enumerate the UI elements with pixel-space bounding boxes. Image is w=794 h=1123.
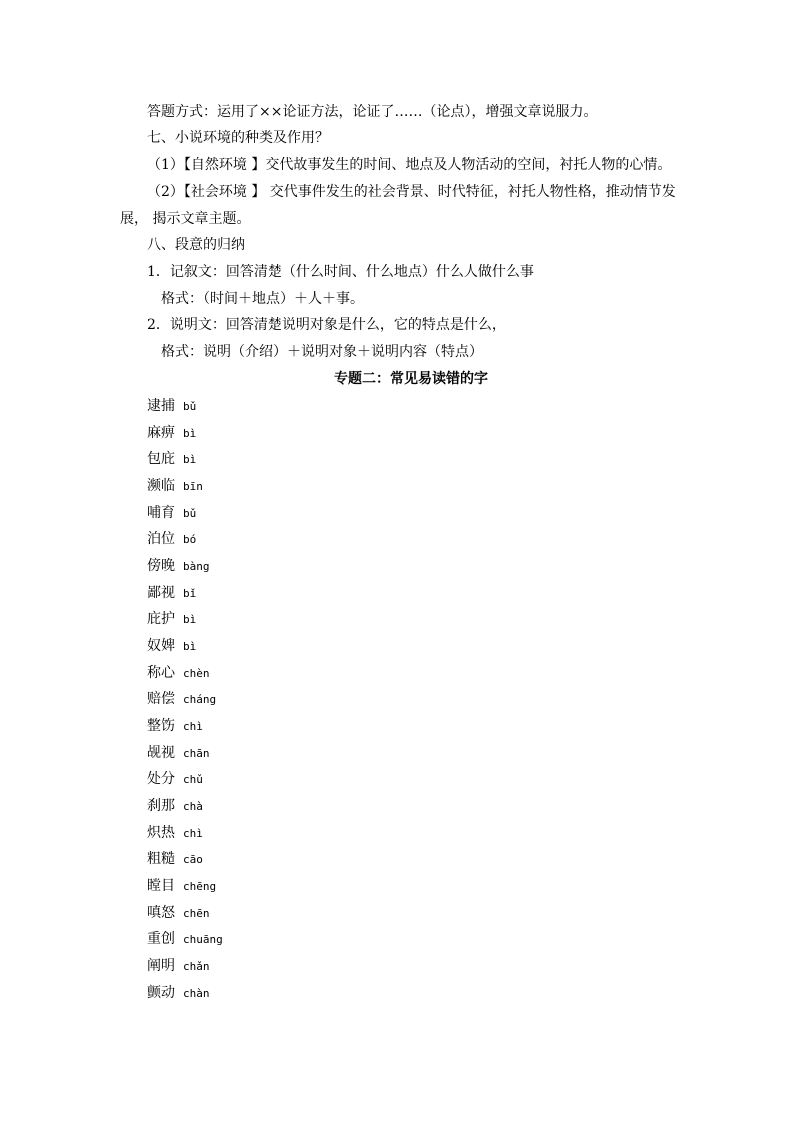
vocab-word: 觇视 — [147, 745, 175, 761]
vocab-item — [147, 664, 210, 683]
vocab-item — [147, 424, 196, 443]
vocab-word: 嗔怒 — [147, 905, 175, 921]
vocab-pinyin: bó — [183, 533, 197, 546]
vocab-pinyin: chēn — [183, 907, 210, 920]
vocab-pinyin: cāo — [183, 853, 203, 866]
vocab-word: 泊位 — [147, 531, 175, 547]
vocab-word: 逮捕 — [147, 398, 175, 414]
vocab-word: 傍晚 — [147, 558, 175, 574]
vocab-word: 阐明 — [147, 958, 175, 974]
vocab-item — [147, 397, 196, 416]
vocab-pinyin: chān — [183, 747, 210, 760]
vocab-pinyin: chèn — [183, 667, 210, 680]
q8-item-2-format: 格式：说明（介绍）＋说明对象＋说明内容（特点） — [161, 344, 483, 360]
q8-heading: 八、段意的归纳 — [147, 237, 245, 253]
vocab-item — [147, 717, 203, 736]
vocab-word: 麻痹 — [147, 425, 175, 441]
vocab-item — [147, 984, 210, 1003]
vocab-pinyin: bì — [183, 640, 197, 653]
vocab-item — [147, 797, 203, 816]
vocab-item — [147, 584, 196, 603]
vocab-item — [147, 477, 203, 496]
vocab-word: 奴婢 — [147, 638, 175, 654]
vocab-pinyin: bīn — [183, 480, 203, 493]
q8-item-1: 1．记叙文：回答清楚（什么时间、什么地点）什么人做什么事 — [147, 264, 534, 280]
vocab-item — [147, 690, 216, 709]
q7-heading: 七、小说环境的种类及作用？ — [147, 130, 329, 146]
vocab-pinyin: bǔ — [183, 507, 197, 520]
vocab-word: 庇护 — [147, 611, 175, 627]
vocab-word: 重创 — [147, 931, 175, 947]
vocab-pinyin: chì — [183, 720, 203, 733]
vocab-pinyin: bàng — [183, 560, 210, 573]
q7-item-2-continued: 展， 揭示文章主题。 — [120, 211, 251, 227]
vocab-pinyin: cháng — [183, 693, 217, 706]
vocab-word: 瞠目 — [147, 878, 175, 894]
vocab-pinyin: chàn — [183, 987, 210, 1000]
vocab-word: 称心 — [147, 665, 175, 681]
vocab-item — [147, 930, 223, 949]
vocab-word: 刹那 — [147, 798, 175, 814]
vocab-word: 赔偿 — [147, 691, 175, 707]
vocab-item — [147, 557, 210, 576]
vocab-word: 整饬 — [147, 718, 175, 734]
vocab-item — [147, 957, 210, 976]
section-title: 专题二：常见易读错的字 — [334, 371, 488, 387]
vocab-pinyin: chǔ — [183, 773, 203, 786]
vocab-item — [147, 744, 210, 763]
vocab-pinyin: bǐ — [183, 587, 197, 600]
vocab-item — [147, 824, 203, 843]
vocab-pinyin: chì — [183, 827, 203, 840]
vocab-item — [147, 904, 210, 923]
vocab-pinyin: bì — [183, 427, 197, 440]
q7-item-2: （2）【社会环境 】 交代事件发生的社会背景、时代特征，衬托人物性格，推动情节发 — [147, 184, 676, 200]
q8-item-1-format: 格式：（时间＋地点）＋人＋事。 — [161, 291, 364, 307]
vocab-word: 哺育 — [147, 505, 175, 521]
q8-item-2: 2．说明文：回答清楚说明对象是什么，它的特点是什么， — [147, 317, 506, 333]
vocab-pinyin: chà — [183, 800, 203, 813]
vocab-pinyin: bì — [183, 613, 197, 626]
vocab-word: 炽热 — [147, 825, 175, 841]
vocab-word: 鄙视 — [147, 585, 175, 601]
vocab-pinyin: bǔ — [183, 400, 197, 413]
vocab-word: 濒临 — [147, 478, 175, 494]
vocab-word: 处分 — [147, 771, 175, 787]
vocab-pinyin: chǎn — [183, 960, 210, 973]
vocab-item — [147, 637, 196, 656]
vocab-item — [147, 504, 196, 523]
vocab-word: 颤动 — [147, 985, 175, 1001]
q7-item-1: （1）【自然环境 】交代故事发生的时间、地点及人物活动的空间，衬托人物的心情。 — [147, 157, 672, 173]
vocab-pinyin: bì — [183, 453, 197, 466]
vocab-pinyin: chuāng — [183, 933, 223, 946]
vocab-pinyin: chēng — [183, 880, 217, 893]
vocab-item — [147, 450, 196, 469]
answer-method-line: 答题方式：运用了××论证方法，论证了……（论点），增强文章说服力。 — [147, 104, 598, 120]
vocab-item — [147, 770, 203, 789]
vocab-item — [147, 877, 216, 896]
vocab-item — [147, 530, 196, 549]
vocab-item — [147, 610, 196, 629]
vocab-word: 包庇 — [147, 451, 175, 467]
vocab-word: 粗糙 — [147, 851, 175, 867]
vocab-item — [147, 850, 203, 869]
